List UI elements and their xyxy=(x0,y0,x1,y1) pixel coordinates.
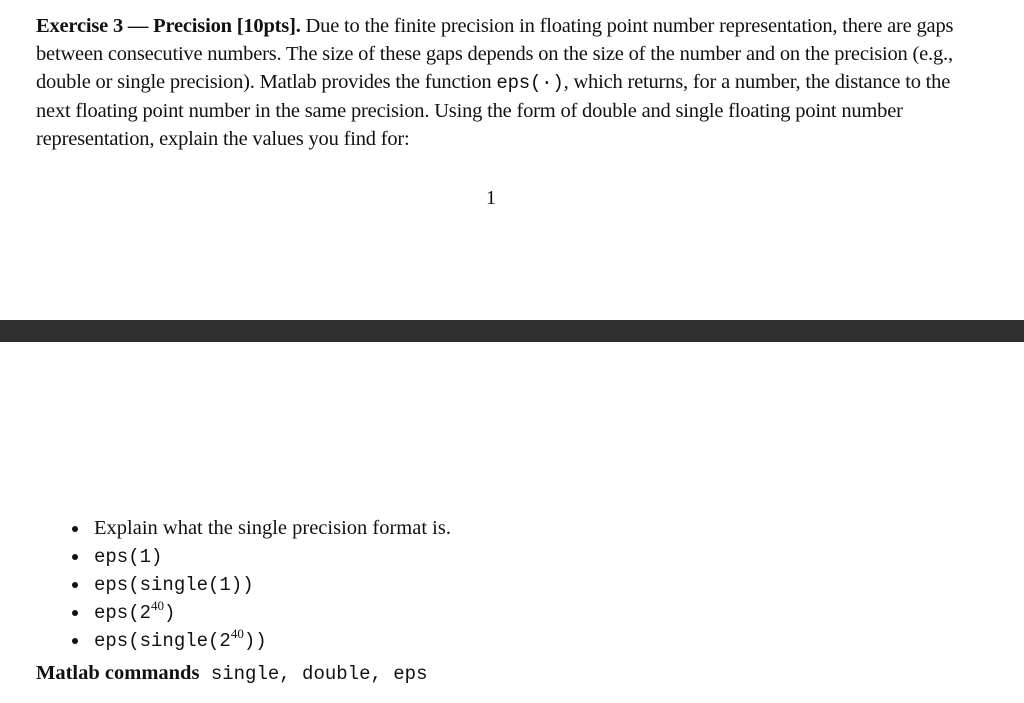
page-top-section xyxy=(0,0,1024,320)
page-separator-bar xyxy=(0,320,1024,342)
commands-list: single, double, eps xyxy=(199,663,428,685)
question-code xyxy=(94,626,267,652)
list-item xyxy=(70,626,451,654)
code-suffix: ) xyxy=(164,602,176,624)
question-text: Explain what the single precision format is. xyxy=(94,517,451,539)
code-prefix: eps(2 xyxy=(94,602,152,624)
code-prefix: eps(single(2 xyxy=(94,630,231,652)
bullet-icon xyxy=(72,638,78,644)
page-number: 1 xyxy=(486,187,496,209)
bullet-icon xyxy=(72,526,78,532)
question-list xyxy=(70,514,451,654)
list-item xyxy=(70,514,451,542)
exercise-paragraph xyxy=(36,12,966,153)
question-code xyxy=(94,598,176,624)
question-code: eps(1) xyxy=(94,546,163,568)
list-item xyxy=(70,542,451,570)
code-suffix: )) xyxy=(243,630,267,652)
exercise-text-part2: , which returns, for a number, the distance to the next floating point number in the same precision. Using the form of double and single floating point number representation, explain the values you find for: xyxy=(36,71,951,150)
bullet-icon xyxy=(72,610,78,616)
list-item xyxy=(70,570,451,598)
bullet-icon xyxy=(72,582,78,588)
eps-function-name: eps(·) xyxy=(496,72,564,94)
bullet-icon xyxy=(72,554,78,560)
exponent: 40 xyxy=(230,626,244,641)
question-code: eps(single(1)) xyxy=(94,574,254,596)
exercise-text-part1: Due to the finite precision in floating point number representation, there are gaps between consecutive numbers. The size of these gaps depends on the size of the number and on the precision (e.g., double or single precision). Matlab provides the function xyxy=(36,15,954,93)
exponent: 40 xyxy=(151,598,165,613)
exercise-heading: Exercise 3 — Precision [10pts]. xyxy=(36,15,301,37)
list-item xyxy=(70,598,451,626)
matlab-commands-line xyxy=(36,659,427,688)
commands-label: Matlab commands xyxy=(36,662,200,684)
